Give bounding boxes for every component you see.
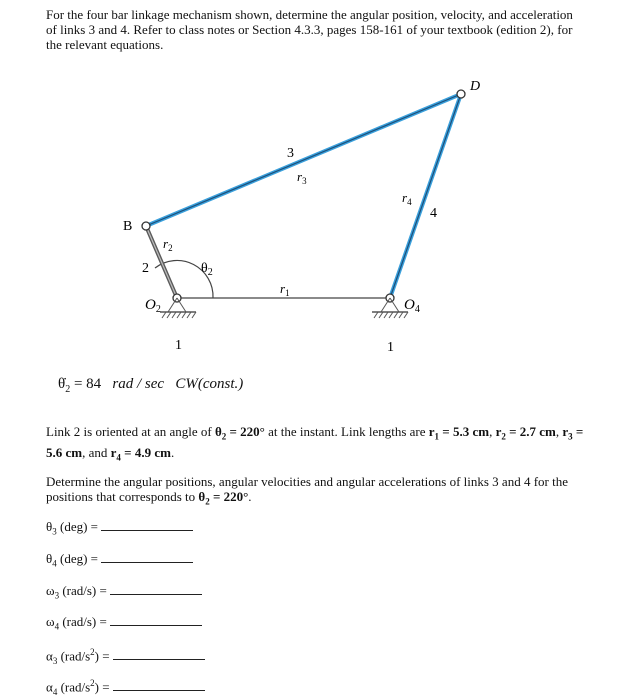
- label-r2: $r_2$: [163, 236, 173, 253]
- speed-units: rad / sec: [112, 376, 165, 392]
- answer-theta3: $\theta_3$ (deg) =: [46, 519, 193, 540]
- task-paragraph: Determine the angular positions, angular velocities and angular accelerations of links 3 and 4 for the positions that corresponds to $\theta_2 = 220^\circ$.: [46, 474, 568, 507]
- angular-speed-equation: $\thetȧ_2 = 84$ rad / sec CW(const.): [58, 376, 244, 395]
- answer-alpha3-blank[interactable]: [113, 658, 205, 660]
- label-ground-left: 1: [175, 338, 182, 353]
- label-O2: $O_2$: [145, 297, 161, 315]
- label-theta2: $\theta_2$: [201, 261, 213, 278]
- label-B: B: [123, 219, 133, 234]
- answer-theta3-blank[interactable]: [101, 529, 193, 531]
- answer-alpha4: $\alpha_4$ $(rad/s^2)$ =: [46, 676, 205, 700]
- answer-alpha4-blank[interactable]: [113, 689, 205, 691]
- label-link-3: 3: [287, 146, 294, 161]
- label-r1: $r_1$: [280, 281, 290, 298]
- intro-paragraph: For the four bar linkage mechanism shown, determine the angular position, velocity, and acceleration of links 3 and 4. Refer to class notes or Section 4.3.3, pages 158-161 of your textbook (edition 2), for the relevant equations.: [46, 7, 573, 52]
- pin-B: [142, 222, 150, 230]
- answer-omega3-blank[interactable]: [110, 593, 202, 595]
- theta2-dot-symbol: θ̇: [58, 376, 66, 392]
- label-link-2: 2: [142, 261, 149, 276]
- label-D: D: [470, 79, 481, 94]
- given-paragraph: Link 2 is oriented at an angle of $\theta_2 = 220^\circ$ at the instant. Link lengths are $r_1 = 5.3$ cm, $r_2 = 2.7$ cm, $r_3 = 5.6$ cm, and $r_4 = 4.9$ cm.: [46, 424, 584, 463]
- label-link-4: 4: [430, 206, 437, 221]
- answer-omega4-blank[interactable]: [110, 624, 202, 626]
- answer-omega4: $\omega_4$ (rad/s) =: [46, 614, 202, 635]
- answer-theta4-blank[interactable]: [101, 561, 193, 563]
- pin-D: [457, 90, 465, 98]
- label-r3: $r_3$: [297, 169, 307, 186]
- four-bar-linkage-diagram: [0, 60, 623, 360]
- label-O4: $O_4$: [404, 297, 420, 315]
- answer-alpha3: $\alpha_3$ $(rad/s^2)$ =: [46, 645, 205, 669]
- speed-value: = 84: [73, 376, 102, 392]
- answer-omega3: $\omega_3$ (rad/s) =: [46, 583, 202, 604]
- speed-direction: CW(const.): [175, 376, 244, 392]
- label-r4: $r_4$: [402, 190, 412, 207]
- answer-theta4: $\theta_4$ (deg) =: [46, 551, 193, 572]
- label-ground-right: 1: [387, 340, 394, 355]
